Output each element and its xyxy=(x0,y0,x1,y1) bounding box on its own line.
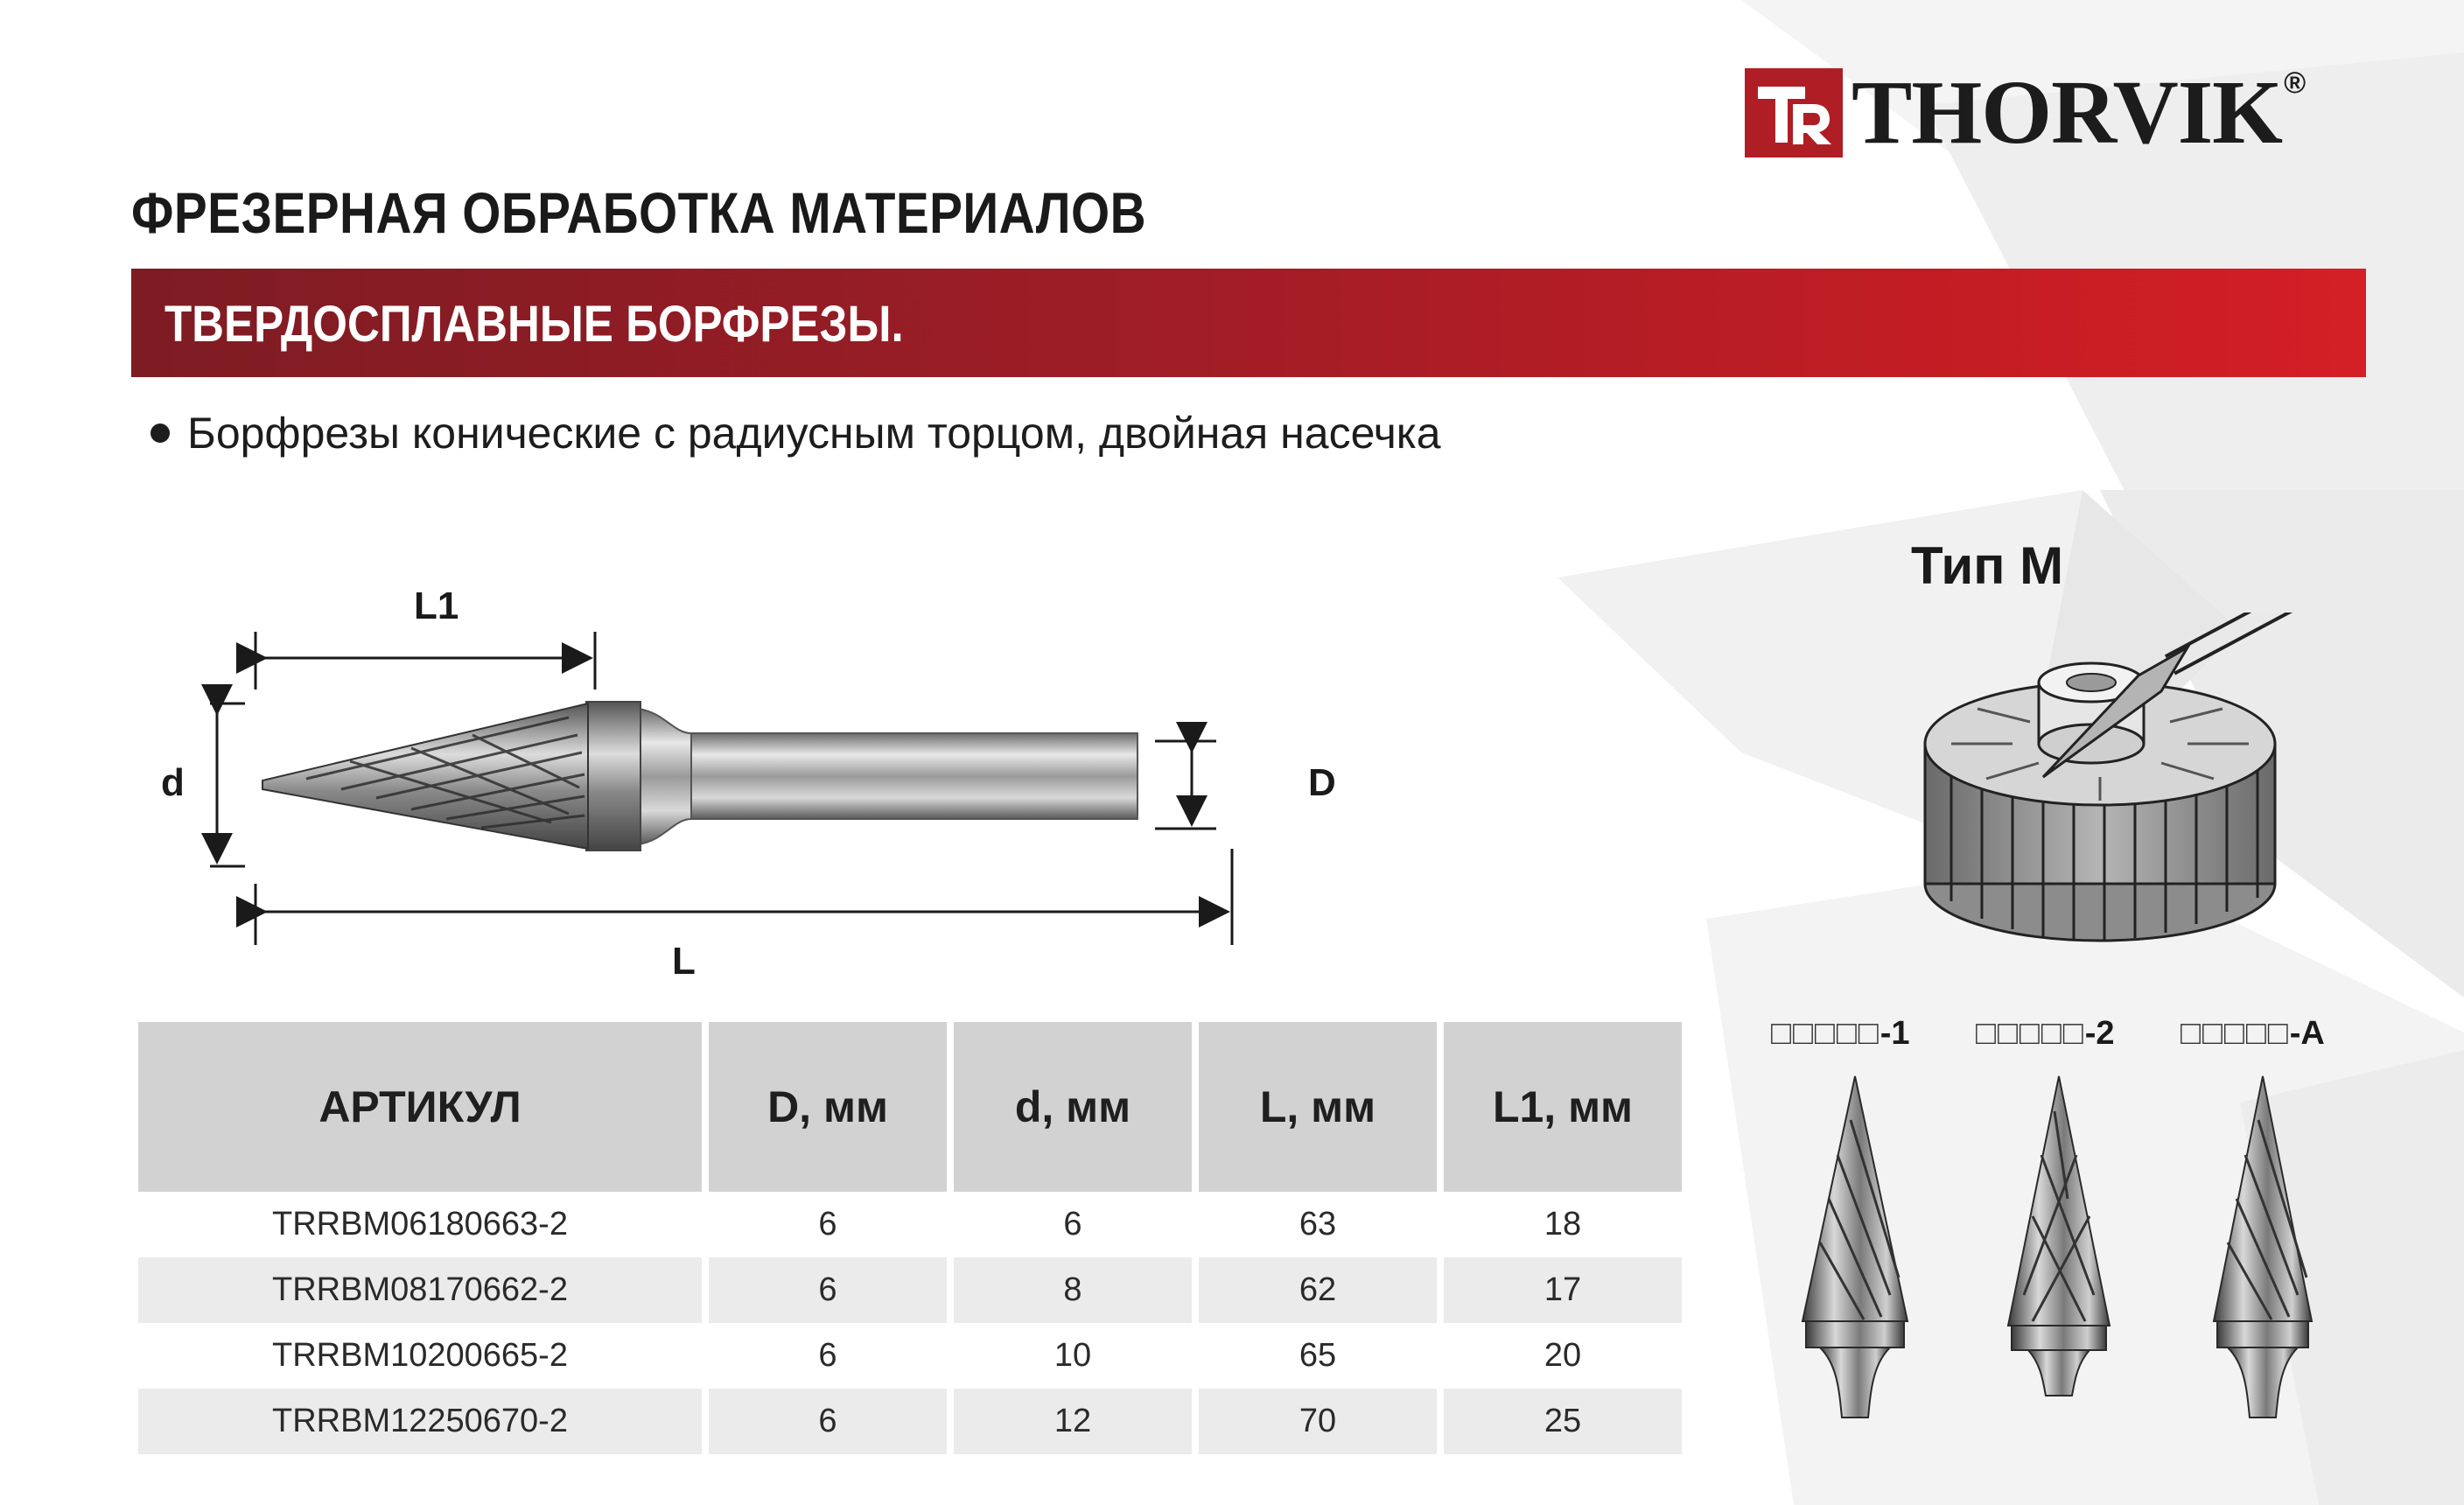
cell-article: TRRBM10200665-2 xyxy=(138,1323,709,1389)
cell-d-big: 6 xyxy=(709,1389,954,1454)
dim-label-l: L xyxy=(672,940,696,983)
variant-burr-2 xyxy=(2008,1076,2110,1396)
cell-article: TRRBM08170662-2 xyxy=(138,1257,709,1323)
cell-d-small: 6 xyxy=(954,1192,1199,1257)
cell-l: 63 xyxy=(1199,1192,1444,1257)
description-text: Борфрезы конические с радиусным торцом, двойная насечка xyxy=(187,409,1441,458)
table-row xyxy=(138,1192,1682,1257)
dim-label-l1: L1 xyxy=(414,584,459,627)
cell-article: TRRBM06180663-2 xyxy=(138,1192,709,1257)
variant-label-a: □□□□□-A xyxy=(2180,1015,2325,1052)
table-row xyxy=(138,1323,1682,1389)
table-row xyxy=(138,1389,1682,1454)
application-illustration xyxy=(1899,612,2310,954)
bullet-icon xyxy=(150,424,170,443)
burr-drawing-svg xyxy=(131,560,1356,998)
brand-logo xyxy=(1745,62,2306,163)
burr-drawing xyxy=(131,560,1356,998)
cell-d-small: 8 xyxy=(954,1257,1199,1323)
brand-name: THORVIK xyxy=(1852,62,2283,163)
dim-label-d-small: d xyxy=(161,761,185,804)
variant-burr-1 xyxy=(1802,1076,1908,1418)
cell-l: 62 xyxy=(1199,1257,1444,1323)
cell-d-big: 6 xyxy=(709,1192,954,1257)
brand-mark-icon xyxy=(1745,68,1843,158)
variant-burr-a xyxy=(2214,1076,2312,1418)
cell-l: 70 xyxy=(1199,1389,1444,1454)
header-d-big: D, мм xyxy=(709,1022,954,1192)
page-title: ФРЕЗЕРНАЯ ОБРАБОТКА МАТЕРИАЛОВ xyxy=(131,180,1146,245)
cell-l1: 18 xyxy=(1444,1192,1682,1257)
table-row xyxy=(138,1257,1682,1323)
header-l: L, мм xyxy=(1199,1022,1444,1192)
cell-d-big: 6 xyxy=(709,1323,954,1389)
cell-l1: 17 xyxy=(1444,1257,1682,1323)
variant-label-2: □□□□□-2 xyxy=(1976,1015,2115,1052)
banner-title: ТВЕРДОСПЛАВНЫЕ БОРФРЕЗЫ. xyxy=(164,296,904,353)
cell-d-small: 10 xyxy=(954,1323,1199,1389)
section-banner xyxy=(131,269,2366,377)
cell-l: 65 xyxy=(1199,1323,1444,1389)
table-header-row xyxy=(138,1022,1682,1192)
product-description xyxy=(150,408,1441,458)
cell-l1: 20 xyxy=(1444,1323,1682,1389)
variant-label-1: □□□□□-1 xyxy=(1771,1015,1910,1052)
cell-d-small: 12 xyxy=(954,1389,1199,1454)
spec-table xyxy=(138,1022,1682,1454)
type-title: Тип М xyxy=(1911,536,2064,595)
variant-images xyxy=(1759,1068,2371,1426)
registered-mark: ® xyxy=(2284,66,2306,100)
header-l1: L1, мм xyxy=(1444,1022,1682,1192)
header-d-small: d, мм xyxy=(954,1022,1199,1192)
dim-label-d-big: D xyxy=(1308,761,1336,804)
cell-l1: 25 xyxy=(1444,1389,1682,1454)
header-article: АРТИКУЛ xyxy=(138,1022,709,1192)
cell-article: TRRBM12250670-2 xyxy=(138,1389,709,1454)
cell-d-big: 6 xyxy=(709,1257,954,1323)
